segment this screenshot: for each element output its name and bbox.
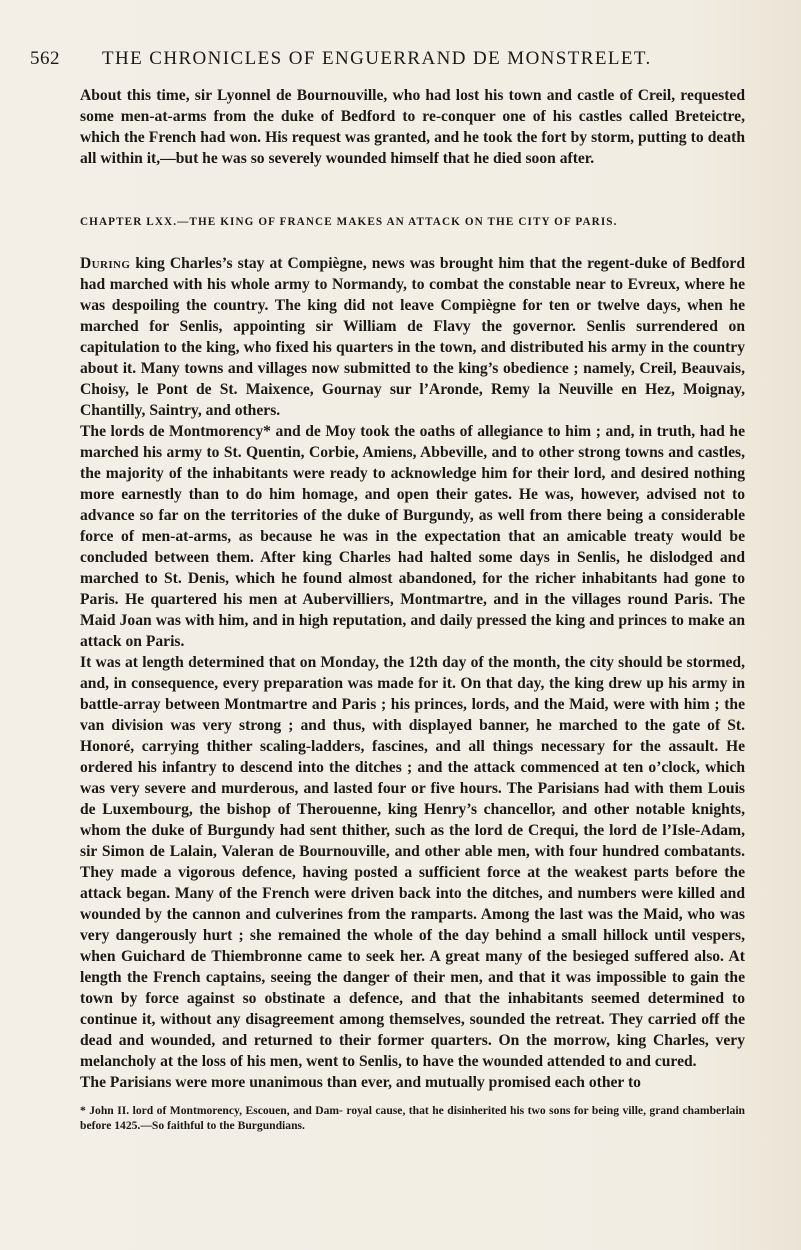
footnote: * John II. lord of Montmorency, Escouen, and Dam- royal cause, that he disinherited his two sons for being ville, grand chamberlain before 1425.—So faithful to the Burgundians.: [80, 1104, 745, 1132]
paragraph-opening: About this time, sir Lyonnel de Bournouville, who had lost his town and castle of Creil, requested some men-at-arms from the duke of Bedford to re-conquer one of his castles called Breteictre, which the French had won. His request was granted, and he took the fort by storm, putting to death all within it,—but he was so severely wounded himself that he died soon after.: [80, 87, 745, 167]
running-head: [30, 48, 761, 78]
paragraph-during: [80, 253, 745, 421]
paragraph-parisians: The Parisians were more unanimous than ever, and mutually promised each other to: [80, 1074, 641, 1091]
running-title: THE CHRONICLES OF ENGUERRAND DE MONSTRELET.: [102, 48, 652, 69]
page-number: 562: [30, 48, 60, 69]
paragraph-assault: It was at length determined that on Monday, the 12th day of the month, the city should be stormed, and, in consequence, every preparation was made for it. On that day, the king drew up his army in battle-array between Montmartre and Paris ; his princes, lords, and the Maid, were with him ; the van division was very strong ; and thus, with displayed banner, he marched to the gate of St. Honoré, carrying thither scaling-ladders, fascines, and all things necessary for the assault. He ordered his infantry to descend into the ditches ; and the attack commenced at ten o’clock, which was very severe and murderous, and lasted four or five hours. The Parisians had with them Louis de Luxembourg, the bishop of Therouenne, king Henry’s chancellor, and other notable knights, whom the duke of Burgundy had sent thither, such as the lord de Crequi, the lord de l’Isle-Adam, sir Simon de Lalain, Valeran de Bournouville, and other able men, with four hundred combatants. They made a vigorous defence, having posted a sufficient force at the weakest parts before the attack began. Many of the French were driven back into the ditches, and numbers were killed and wounded by the cannon and culverines from the ramparts. Among the last was the Maid, who was very dangerously hurt ; she remained the whole of the day behind a small hillock until vespers, when Guichard de Thiembronne came to seek her. A great many of the besieged suffered also. At length the French captains, seeing the danger of their men, and that it was impossible to gain the town by force against so obstinate a defence, and that the inhabitants seemed determined to continue it, without any disagreement among themselves, sounded the retreat. They carried off the dead and wounded, and returned to their former quarters. On the morrow, king Charles, very melancholy at the loss of his men, went to Senlis, to have the wounded attended to and cured.: [80, 654, 745, 1070]
paragraph-lead-word: During: [80, 255, 131, 272]
page-content: [80, 85, 745, 1133]
paragraph-montmorency: The lords de Montmorency* and de Moy took the oaths of allegiance to him ; and, in truth, had he marched his army to St. Quentin, Corbie, Amiens, Abbeville, and to other strong towns and castles, the majority of the inhabitants were ready to acknowledge him for their lord, and desired nothing more earnestly than to do him homage, and open their gates. He was, however, advised not to advance so far on the territories of the duke of Burgundy, as well from there being a considerable force of men-at-arms, as because he was in the expectation that an amicable treaty would be concluded between them. After king Charles had halted some days in Senlis, he dislodged and marched to St. Denis, which he found almost abandoned, for the richer inhabitants had gone to Paris. He quartered his men at Aubervilliers, Montmartre, and in the villages round Paris. The Maid Joan was with him, and in high reputation, and daily pressed the king and princes to make an attack on Paris.: [80, 423, 745, 650]
chapter-heading: CHAPTER LXX.—THE KING OF FRANCE MAKES AN ATTACK ON THE CITY OF PARIS.: [80, 216, 618, 228]
paragraph-during-text: king Charles’s stay at Compiègne, news was brought him that the regent-duke of Bedford had marched with his whole army to Normandy, to combat the constable near to Evreux, where he was despoiling the country. The king did not leave Compiègne for ten or twelve days, when he marched for Senlis, appointing sir William de Flavy the governor. Senlis surrendered on capitulation to the king, who fixed his quarters in the town, and distributed his army in the country about it. Many towns and villages now submitted to the king’s obedience ; namely, Creil, Beauvais, Choisy, le Pont de St. Maixence, Gournay sur l’Aronde, Remy la Neuville en Hez, Moignay, Chantilly, Saintry, and others.: [80, 255, 745, 419]
